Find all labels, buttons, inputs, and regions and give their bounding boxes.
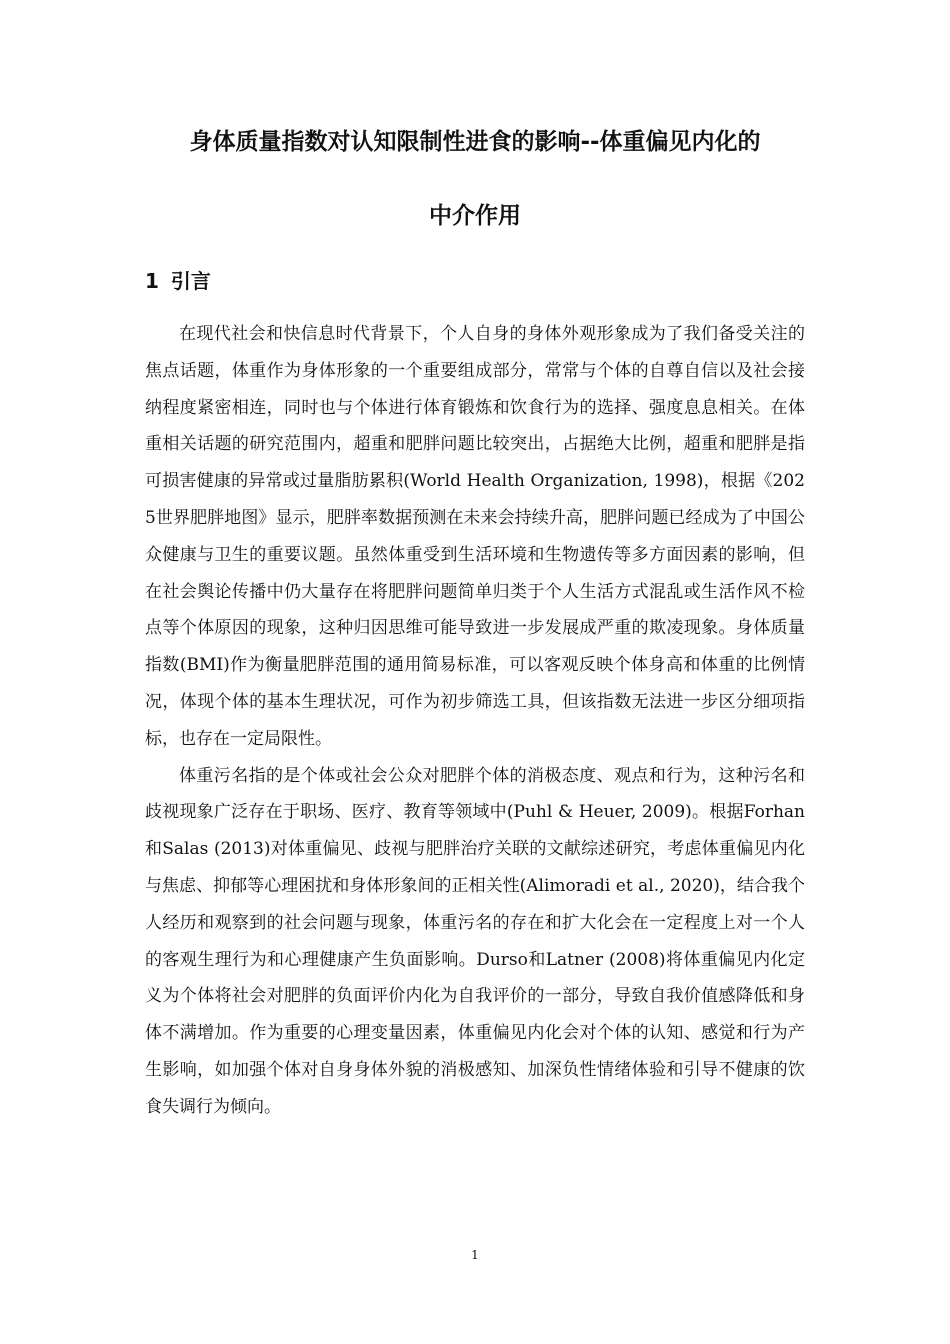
body-text	[145, 316, 805, 1126]
paragraph: 在现代社会和快信息时代背景下，个人自身的身体外观形象成为了我们备受关注的焦点话题，体重作为身体形象的一个重要组成部分，常常与个体的自尊自信以及社会接纳程度紧密相连，同时也与个体进行体育锻炼和饮食行为的选择、强度息息相关。在体重相关话题的研究范围内，超重和肥胖问题比较突出，占据绝大比例，超重和肥胖是指可损害健康的异常或过量脂肪累积(World Health Organization, 1998)，根据《2025世界肥胖地图》显示，肥胖率数据预测在未来会持续升高，肥胖问题已经成为了中国公众健康与卫生的重要议题。虽然体重受到生活环境和生物遗传等多方面因素的影响，但在社会舆论传播中仍大量存在将肥胖问题简单归类于个人生活方式混乱或生活作风不检点等个体原因的现象，这种归因思维可能导致进一步发展成严重的欺凌现象。身体质量指数(BMI)作为衡量肥胖范围的通用简易标准，可以客观反映个体身高和体重的比例情况，体现个体的基本生理状况，可作为初步筛选工具，但该指数无法进一步区分细项指标，也存在一定局限性。	[145, 324, 805, 749]
section-heading	[145, 266, 211, 296]
document-title-line-1: 身体质量指数对认知限制性进食的影响--体重偏见内化的	[189, 129, 761, 155]
section-title: 引言	[170, 269, 211, 293]
section-number: 1	[145, 269, 159, 293]
paragraph: 体重污名指的是个体或社会公众对肥胖个体的消极态度、观点和行为，这种污名和歧视现象广泛存在于职场、医疗、教育等领域中(Puhl & Heuer, 2009)。根据Forhan和Salas (2013)对体重偏见、歧视与肥胖治疗关联的文献综述研究，考虑体重偏见内化与焦虑、抑郁等心理困扰和身体形象间的正相关性(Alimoradi et al., 2020)，结合我个人经历和观察到的社会问题与现象，体重污名的存在和扩大化会在一定程度上对一个人的客观生理行为和心理健康产生负面影响。Durso和Latner (2008)将体重偏见内化定义为个体将社会对肥胖的负面评价内化为自我评价的一部分，导致自我价值感降低和身体不满增加。作为重要的心理变量因素，体重偏见内化会对个体的认知、感觉和行为产生影响，如加强个体对自身身体外貌的消极感知、加深负性情绪体验和引导不健康的饮食失调行为倾向。	[145, 765, 805, 1117]
document-title-line-2: 中介作用	[429, 203, 521, 229]
page-number: 1	[471, 1248, 479, 1262]
